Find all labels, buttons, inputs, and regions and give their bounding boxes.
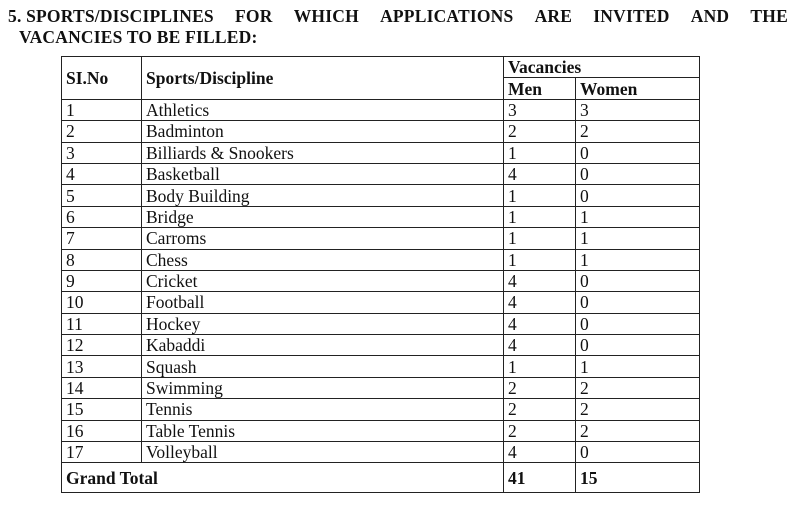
- cell-men: 1: [504, 356, 576, 377]
- cell-sport: Table Tennis: [142, 420, 504, 441]
- cell-sl-no: 3: [62, 142, 142, 163]
- cell-women: 0: [576, 185, 700, 206]
- cell-sl-no: 2: [62, 121, 142, 142]
- cell-sl-no: 11: [62, 313, 142, 334]
- cell-women: 2: [576, 121, 700, 142]
- header-vacancies: Vacancies: [504, 57, 700, 78]
- table-row: [62, 270, 700, 291]
- cell-sport: Volleyball: [142, 442, 504, 463]
- heading-line-1: [8, 6, 788, 27]
- cell-men: 4: [504, 313, 576, 334]
- cell-sl-no: 17: [62, 442, 142, 463]
- cell-sport: Kabaddi: [142, 335, 504, 356]
- cell-women: 0: [576, 270, 700, 291]
- cell-women: 2: [576, 377, 700, 398]
- cell-sl-no: 5: [62, 185, 142, 206]
- cell-sport: Basketball: [142, 163, 504, 184]
- grand-total-men: 41: [504, 463, 576, 493]
- cell-sport: Billiards & Snookers: [142, 142, 504, 163]
- cell-sl-no: 10: [62, 292, 142, 313]
- table-row: [62, 206, 700, 227]
- cell-sport: Athletics: [142, 99, 504, 120]
- cell-men: 1: [504, 228, 576, 249]
- header-men: Men: [504, 78, 576, 99]
- cell-women: 1: [576, 206, 700, 227]
- cell-women: 0: [576, 313, 700, 334]
- cell-sl-no: 6: [62, 206, 142, 227]
- table-row: [62, 356, 700, 377]
- cell-men: 4: [504, 442, 576, 463]
- table-row: [62, 121, 700, 142]
- table-row: [62, 249, 700, 270]
- table-row: [62, 335, 700, 356]
- cell-sl-no: 9: [62, 270, 142, 291]
- cell-sport: Tennis: [142, 399, 504, 420]
- cell-sl-no: 13: [62, 356, 142, 377]
- table-row: [62, 420, 700, 441]
- cell-men: 2: [504, 121, 576, 142]
- table-row: [62, 228, 700, 249]
- cell-men: 2: [504, 377, 576, 398]
- cell-women: 1: [576, 249, 700, 270]
- header-women: Women: [576, 78, 700, 99]
- cell-sport: Body Building: [142, 185, 504, 206]
- cell-women: 2: [576, 420, 700, 441]
- cell-sl-no: 1: [62, 99, 142, 120]
- heading-line-2: VACANCIES TO BE FILLED:: [19, 27, 258, 47]
- cell-sport: Swimming: [142, 377, 504, 398]
- cell-sl-no: 12: [62, 335, 142, 356]
- cell-sl-no: 16: [62, 420, 142, 441]
- table-row: [62, 377, 700, 398]
- cell-sport: Cricket: [142, 270, 504, 291]
- heading-word: THE: [750, 6, 788, 26]
- heading-word: FOR: [235, 6, 273, 26]
- cell-men: 1: [504, 206, 576, 227]
- heading-word: INVITED: [593, 6, 670, 26]
- table-body: [62, 99, 700, 463]
- cell-women: 1: [576, 356, 700, 377]
- cell-sl-no: 14: [62, 377, 142, 398]
- cell-men: 2: [504, 399, 576, 420]
- cell-sport: Squash: [142, 356, 504, 377]
- grand-total-row: [62, 463, 700, 493]
- table-row: [62, 185, 700, 206]
- cell-men: 1: [504, 185, 576, 206]
- cell-men: 3: [504, 99, 576, 120]
- cell-men: 2: [504, 420, 576, 441]
- cell-sl-no: 7: [62, 228, 142, 249]
- cell-sport: Football: [142, 292, 504, 313]
- cell-sl-no: 4: [62, 163, 142, 184]
- cell-sl-no: 8: [62, 249, 142, 270]
- grand-total-label: Grand Total: [62, 463, 504, 493]
- cell-men: 1: [504, 249, 576, 270]
- cell-women: 0: [576, 442, 700, 463]
- cell-women: 0: [576, 163, 700, 184]
- cell-women: 0: [576, 335, 700, 356]
- header-row: [62, 57, 700, 78]
- cell-sport: Badminton: [142, 121, 504, 142]
- vacancies-table: [61, 56, 700, 493]
- cell-sport: Chess: [142, 249, 504, 270]
- heading-word: ARE: [534, 6, 573, 26]
- heading-word: WHICH: [293, 6, 359, 26]
- heading-word: AND: [690, 6, 730, 26]
- cell-women: 0: [576, 142, 700, 163]
- cell-men: 1: [504, 142, 576, 163]
- cell-women: 3: [576, 99, 700, 120]
- table-row: [62, 399, 700, 420]
- heading-word: 5. SPORTS/DISCIPLINES: [8, 6, 214, 26]
- table-row: [62, 313, 700, 334]
- cell-men: 4: [504, 270, 576, 291]
- cell-sport: Hockey: [142, 313, 504, 334]
- cell-sport: Carroms: [142, 228, 504, 249]
- grand-total-women: 15: [576, 463, 700, 493]
- cell-sport: Bridge: [142, 206, 504, 227]
- section-heading: [8, 6, 788, 48]
- header-sl-no: SI.No: [62, 57, 142, 100]
- cell-men: 4: [504, 163, 576, 184]
- cell-men: 4: [504, 335, 576, 356]
- cell-women: 1: [576, 228, 700, 249]
- table-row: [62, 442, 700, 463]
- table-row: [62, 163, 700, 184]
- cell-women: 0: [576, 292, 700, 313]
- table-row: [62, 292, 700, 313]
- cell-sl-no: 15: [62, 399, 142, 420]
- cell-men: 4: [504, 292, 576, 313]
- cell-women: 2: [576, 399, 700, 420]
- table-row: [62, 142, 700, 163]
- heading-word: APPLICATIONS: [380, 6, 514, 26]
- header-discipline: Sports/Discipline: [142, 57, 504, 100]
- table-row: [62, 99, 700, 120]
